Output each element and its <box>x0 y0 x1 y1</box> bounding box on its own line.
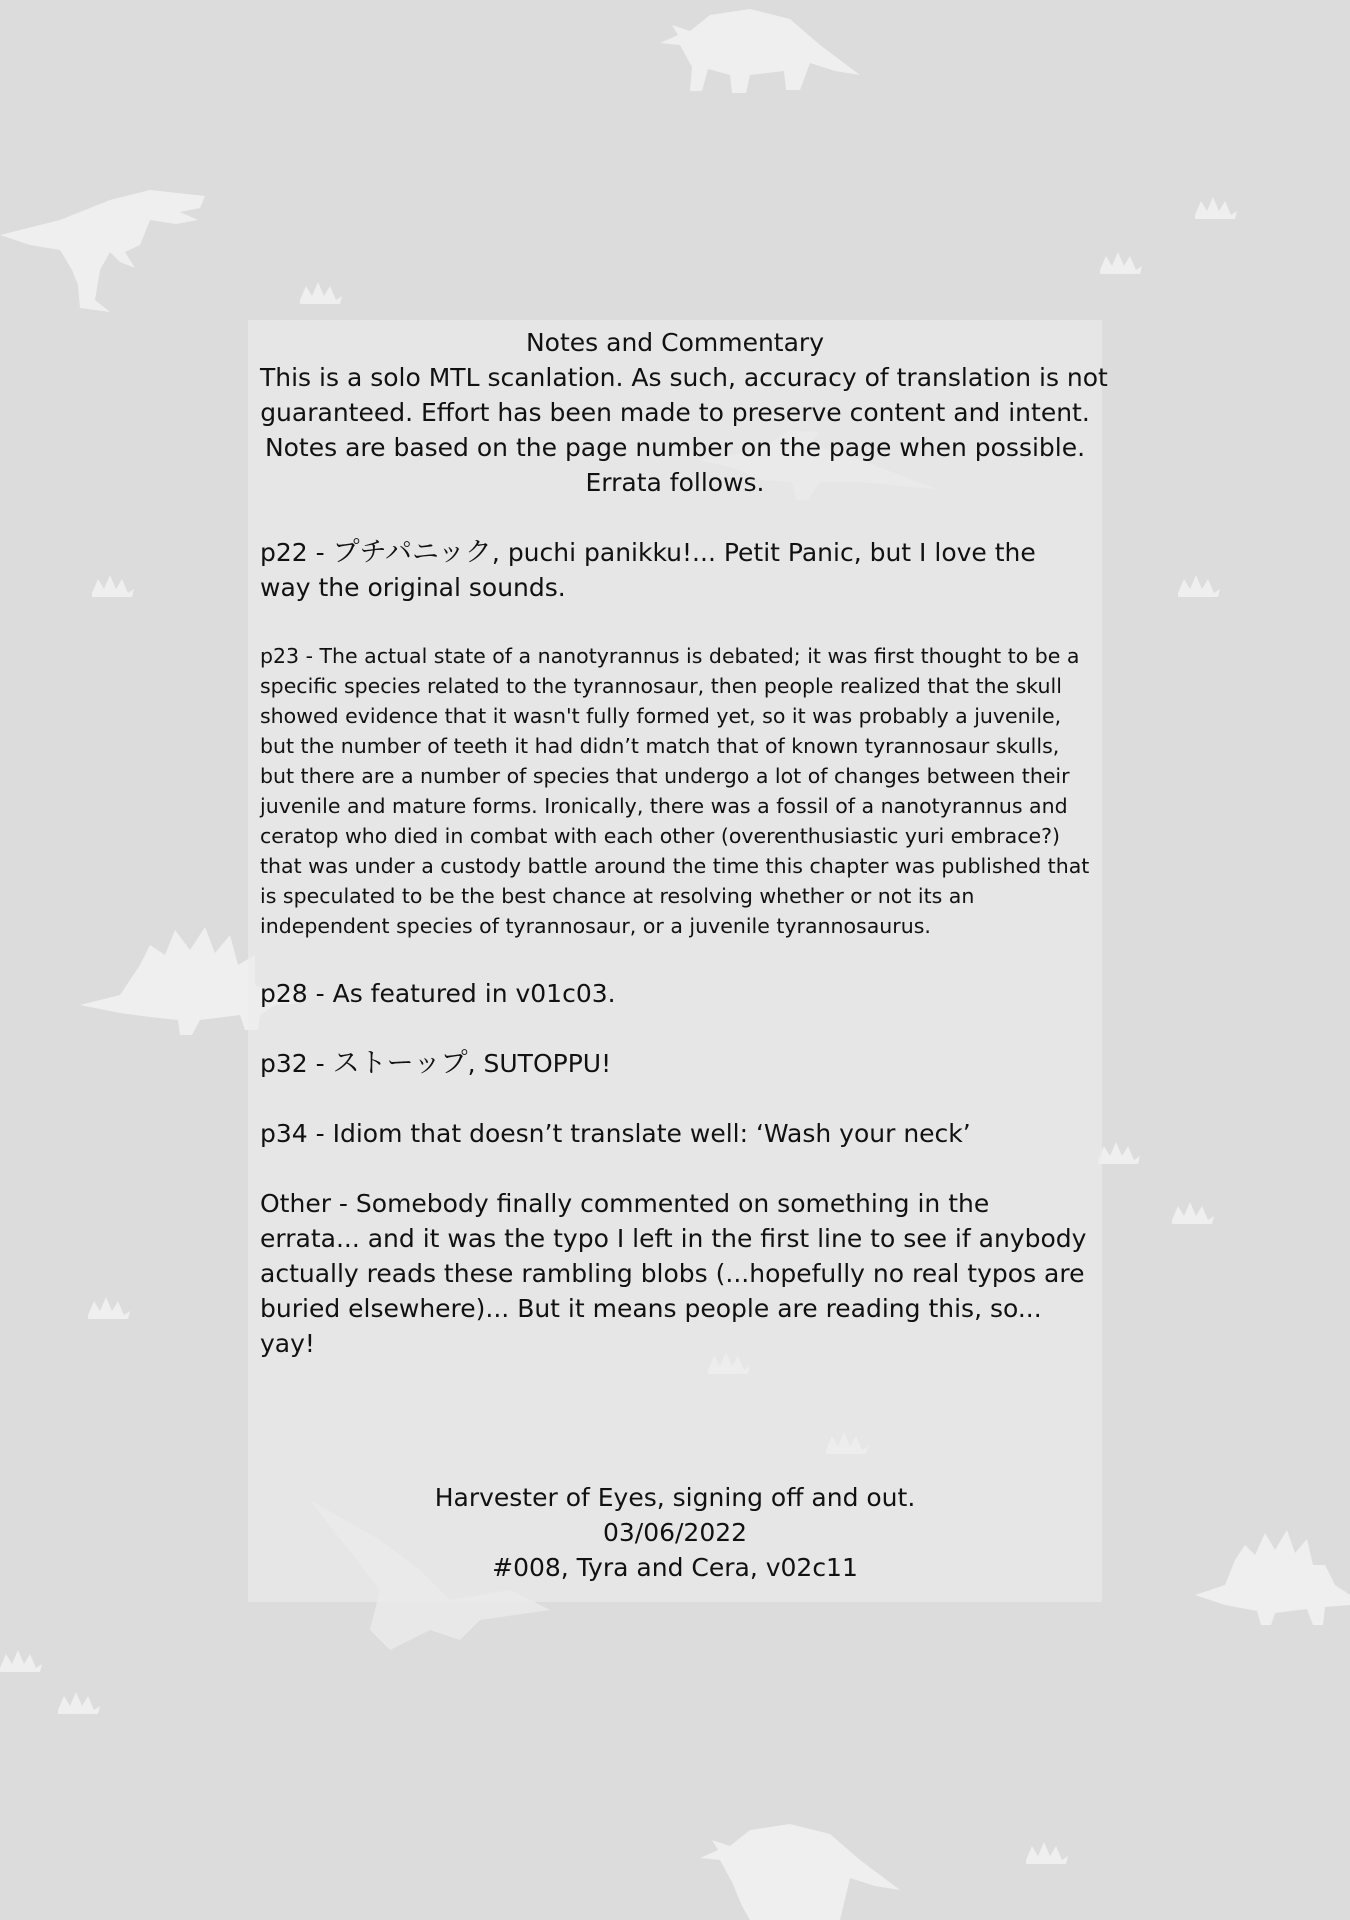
notes-panel <box>248 320 1108 1602</box>
signoff-date: 03/06/2022 <box>602 1518 748 1547</box>
note-prefix: p22 - <box>260 538 333 567</box>
note-japanese: プチパニック <box>332 537 492 568</box>
notes-header <box>260 325 1108 500</box>
note-text: , SUTOPPU! <box>467 1049 612 1078</box>
note-japanese: ストーップ <box>332 1048 468 1079</box>
note-p34: p34 - Idiom that doesn’t translate well: ‘Wash your neck’ <box>260 1119 971 1148</box>
note-p23: p23 - The actual state of a nanotyrannus is debated; it was first thought to be a specific species related to the tyrannosaur, then people realized that the skull showed evidence that it wasn't fully formed yet, so it was probably a juvenile, but the number of teeth it had didn’t match that of known tyrannosaur skulls, but there are a number of species that undergo a lot of changes between their juvenile and mature forms. Ironically, there was a fossil of a nanotyrannus and ceratop who died in combat with each other (overenthusiastic yuri embrace?) that was under a custody battle around the time this chapter was published that is speculated to be the best chance at resolving whether or not its an independent species of tyrannosaur, or a juvenile tyrannosaurus. <box>260 644 1090 938</box>
triceratops-silhouette-icon <box>660 9 860 93</box>
note-p32 <box>260 1046 1090 1081</box>
intro-line: Errata follows. <box>585 468 765 497</box>
signoff-block <box>248 1480 1102 1585</box>
intro-line: Notes are based on the page number on the page when possible. <box>264 433 1086 462</box>
note-p22 <box>260 535 1090 605</box>
page-title: Notes and Commentary <box>525 328 824 357</box>
note-other: Other - Somebody finally commented on something in the errata... and it was the typo I left in the first line to see if anybody actually reads these rambling blobs (...hopefully no real typos are buried elsewhere)... But it means people are reading this, so... yay! <box>260 1189 1087 1358</box>
intro-line: This is a solo MTL scanlation. As such, accuracy of translation is not <box>260 363 1108 392</box>
triceratops-silhouette-icon <box>700 1824 900 1920</box>
signoff-series: #008, Tyra and Cera, v02c11 <box>492 1553 858 1582</box>
trex-silhouette-icon <box>0 190 205 312</box>
intro-line: guaranteed. Effort has been made to preserve content and intent. <box>260 398 1090 427</box>
note-p28: p28 - As featured in v01c03. <box>260 979 616 1008</box>
note-prefix: p32 - <box>260 1049 333 1078</box>
stegosaurus-silhouette-icon <box>1195 1530 1350 1625</box>
note-text: , puchi panikku!... Petit Panic, but I love the way the original sounds. <box>260 538 1036 602</box>
signoff-line: Harvester of Eyes, signing off and out. <box>434 1483 916 1512</box>
